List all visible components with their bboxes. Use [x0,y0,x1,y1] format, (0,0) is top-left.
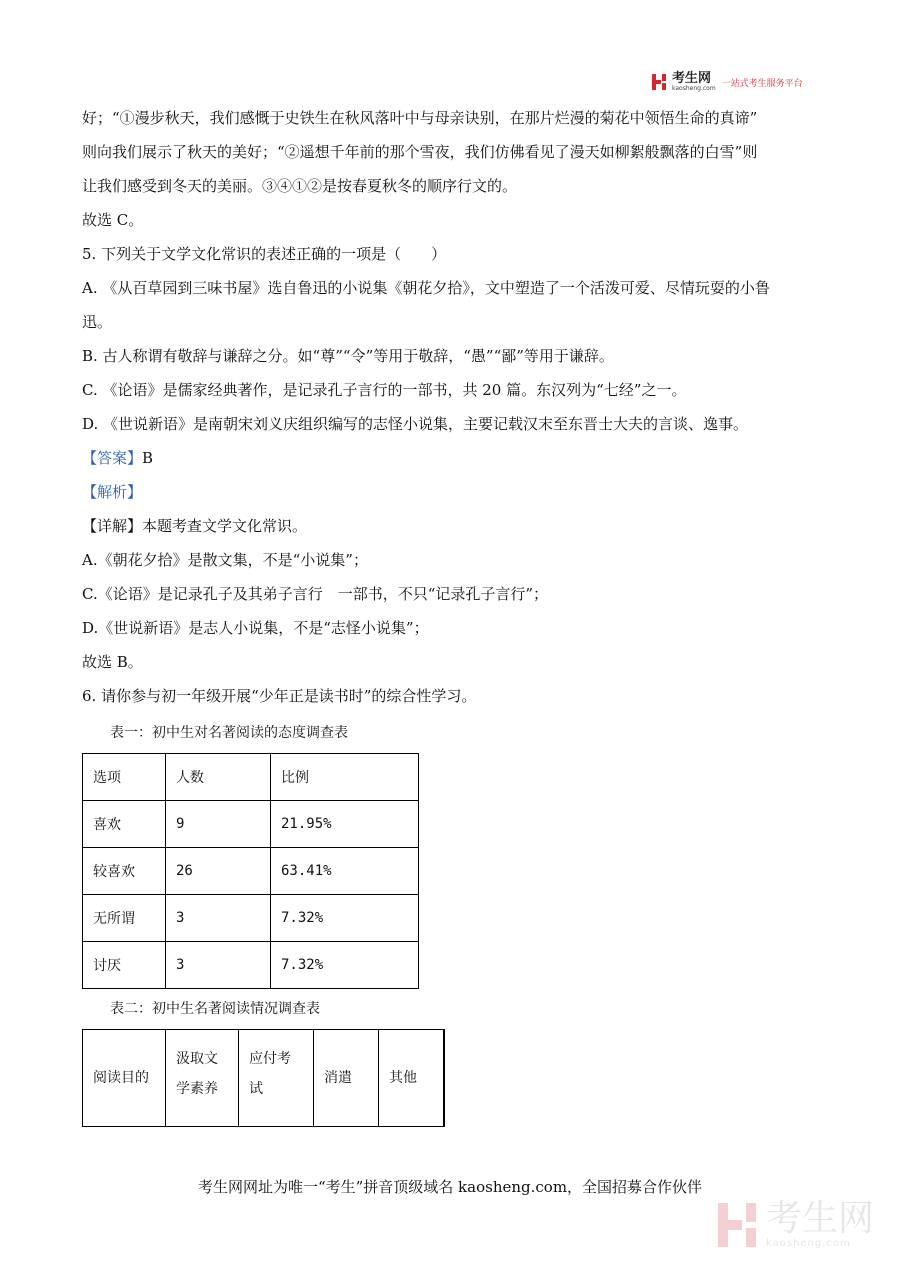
text-line: 让我们感受到冬天的美丽。③④①②是按春夏秋冬的顺序行文的。 [82,177,518,195]
logo-name: 考生网 [672,71,712,86]
cell-line: 汲取文 [176,1051,218,1067]
document-body [82,101,822,1127]
option-b: B. 古人称谓有敬辞与谦辞之分。如“尊”“令”等用于敬辞，“愚”“鄙”等用于谦辞。 [82,347,614,365]
table-row [83,895,419,942]
analysis-tag: 【解析】 [82,483,143,501]
explanation-a: A.《朝花夕拾》是散文集，不是“小说集”； [82,551,368,569]
option-a-cont: 迅。 [82,313,113,331]
table-row [83,848,419,895]
table-cell: 3 [166,895,271,942]
table-header-row [83,1030,445,1127]
table-cell: 喜欢 [83,801,166,848]
table-row [83,942,419,989]
text-line: 则向我们展示了秋天的美好；“②遥想千年前的那个雪夜，我们仿佛看见了漫天如柳絮般飘落的白雪”则 [82,143,758,161]
table-header-cell: 人数 [166,754,271,801]
watermark-domain: kaosheng.com [766,1238,851,1249]
watermark [718,1200,874,1250]
q5-conclusion: 故选 B。 [82,653,143,671]
table-header-cell: 选项 [83,754,166,801]
table-cell: 63.41% [271,848,419,895]
watermark-name: 考生网 [766,1198,875,1239]
table-row [83,801,419,848]
table-cell: 7.32% [271,895,419,942]
logo-slogan: 一站式考生服务平台 [721,78,803,89]
table-header-cell: 比例 [271,754,419,801]
table-cell: 无所谓 [83,895,166,942]
cell-line: 应付考 [249,1051,291,1067]
option-c: C. 《论语》是儒家经典著作，是记录孔子言行的一部书，共 20 篇。东汉列为“七经”之一。 [82,381,687,399]
table-cell: 26 [166,848,271,895]
option-d: D. 《世说新语》是南朝宋刘义庆组织编写的志怪小说集，主要记载汉末至东晋士大夫的言谈、逸事。 [82,415,749,433]
kaosheng-logo-icon [652,74,668,90]
table1-caption: 表一：初中生对名著阅读的态度调查表 [110,725,348,741]
table-cell: 3 [166,942,271,989]
cell-line: 学素养 [176,1081,218,1097]
kaosheng-watermark-icon [718,1203,760,1247]
table-header-cell [239,1030,314,1127]
table-cell: 讨厌 [83,942,166,989]
table-header-cell: 阅读目的 [83,1030,166,1127]
detail-line: 【详解】本题考查文学文化常识。 [82,517,308,535]
header-logo [652,72,803,92]
answer-value: B [142,449,154,467]
explanation-c: C.《论语》是记录孔子及其弟子言行 一部书，不只“记录孔子言行”； [82,585,549,603]
question-6-stem: 6. 请你参与初一年级开展“少年正是读书时”的综合性学习。 [82,687,477,705]
logo-domain: kaosheng.com [672,85,716,92]
table-cell: 9 [166,801,271,848]
table-header-row [83,754,419,801]
footer-text: 考生网网址为唯一“考生”拼音顶级域名 kaosheng.com，全国招募合作伙伴 [197,1178,703,1196]
table-header-cell: 消遣 [314,1030,379,1127]
cell-line: 试 [249,1081,263,1097]
table-header-cell: 其他 [379,1030,445,1127]
table-cell: 7.32% [271,942,419,989]
table-header-cell [166,1030,239,1127]
option-a: A. 《从百草园到三味书屋》选自鲁迅的小说集《朝花夕拾》，文中塑造了一个活泼可爱、尽情玩耍的小鲁 [82,279,770,297]
table2-caption: 表二：初中生名著阅读情况调查表 [110,1001,320,1017]
answer-line [82,441,822,475]
table-cell: 较喜欢 [83,848,166,895]
q4-conclusion: 故选 C。 [82,211,144,229]
reading-survey-table [82,1029,445,1127]
table-cell: 21.95% [271,801,419,848]
answer-tag: 【答案】 [82,449,143,467]
explanation-d: D.《世说新语》是志人小说集，不是“志怪小说集”； [82,619,429,637]
attitude-survey-table [82,753,419,989]
question-5-stem: 5. 下列关于文学文化常识的表述正确的一项是（ ） [82,245,447,263]
text-line: 好；“①漫步秋天，我们感慨于史铁生在秋风落叶中与母亲诀别，在那片烂漫的菊花中领悟生命的真谛” [82,109,758,127]
